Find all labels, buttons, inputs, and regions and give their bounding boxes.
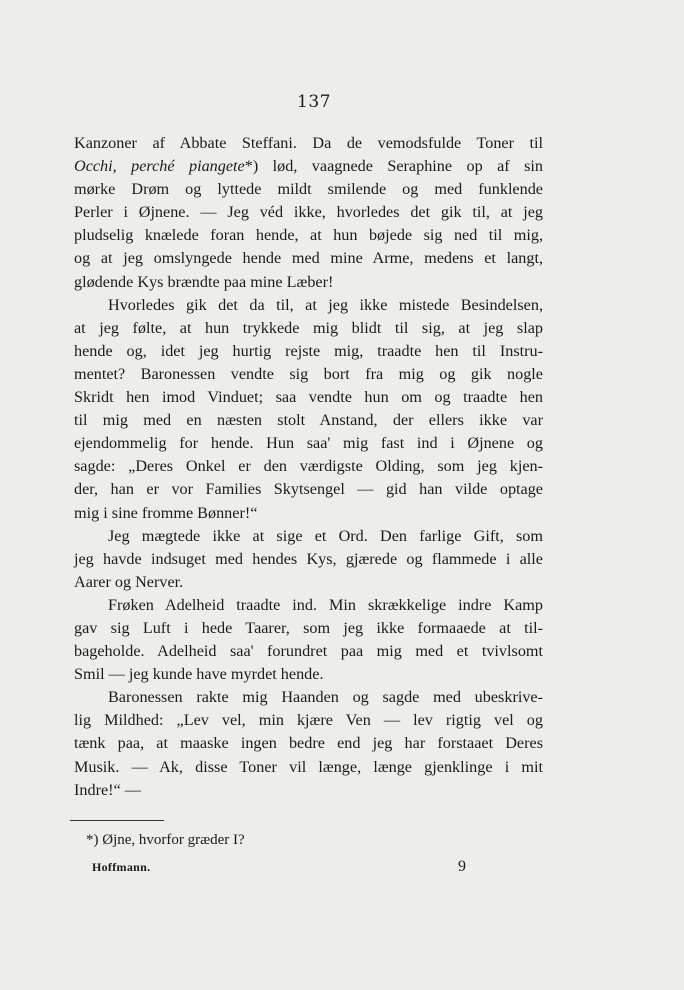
text-line: sagde: „Deres Onkel er den værdigste Olding, som jeg kjen- — [74, 457, 543, 476]
text-line: og at jeg omslyngede hende med mine Arme, medens et langt, — [74, 249, 543, 268]
text-line: pludselig knælede foran hende, at hun bøjede sig ned til mig, — [74, 226, 543, 245]
text-line: til mig med en næsten stolt Anstand, der ellers ikke var — [74, 411, 543, 430]
text-line: Frøken Adelheid traadte ind. Min skrækkelige indre Kamp — [108, 595, 543, 614]
text-line: mørke Drøm og lyttede mildt smilende og med funklende — [74, 180, 543, 199]
paragraph — [74, 525, 543, 594]
text-line: Occhi, perché piangete*) lød, vaagnede Seraphine op af sin — [74, 157, 543, 176]
text-line: jeg havde indsuget med hendes Kys, gjærede og flammede i alle — [74, 549, 543, 568]
text-line: mig i sine fromme Bønner!“ — [74, 503, 258, 522]
body-text — [74, 132, 543, 802]
text-line: mentet? Baronessen vendte sig bort fra mig og gik nogle — [74, 364, 543, 383]
italic-phrase: Occhi, perché piangete — [74, 157, 245, 176]
paragraph — [74, 686, 543, 801]
text-line: ejendommelig for hende. Hun saa' mig fast ind i Øjnene og — [74, 434, 543, 453]
text-line: Indre!“ — — [74, 780, 141, 799]
text-line: gav sig Luft i hede Taarer, som jeg ikke formaaede at til- — [74, 618, 543, 637]
footnote-divider — [70, 820, 164, 821]
text-line: der, han er vor Families Skytsengel — gid han vilde optage — [74, 480, 543, 499]
text-line: Hvorledes gik det da til, at jeg ikke mistede Besindelsen, — [108, 295, 543, 314]
signature-author: Hoffmann. — [92, 860, 151, 874]
text-line: hende og, idet jeg hurtig rejste mig, traadte hen til Instru- — [74, 341, 543, 360]
page-number: 137 — [297, 92, 331, 112]
text-line: Kanzoner af Abbate Steffani. Da de vemodsfulde Toner til — [74, 134, 543, 152]
text-line: Baronessen rakte mig Haanden og sagde med ubeskrive- — [108, 688, 543, 707]
text-line: Smil — jeg kunde have myrdet hende. — [74, 665, 324, 684]
paragraph — [74, 594, 543, 686]
text-line: tænk paa, at maaske ingen bedre end jeg har forstaaet Deres — [74, 734, 543, 753]
paragraph — [74, 132, 543, 294]
text-line: Skridt hen imod Vinduet; saa vendte hun om og traadte hen — [74, 388, 543, 407]
signature-sheet-number: 9 — [458, 858, 466, 875]
text-line: Aarer og Nerver. — [74, 572, 184, 591]
text-line: at jeg følte, at hun trykkede mig blidt til sig, at jeg slap — [74, 318, 543, 337]
text-line: Jeg mægtede ikke at sige et Ord. Den farlige Gift, som — [108, 526, 543, 545]
text-line: lig Mildhed: „Lev vel, min kjære Ven — lev rigtig vel og — [74, 711, 543, 730]
text-line: bageholde. Adelheid saa' forundret paa mig med et tvivlsomt — [74, 642, 543, 661]
footnote: *) Øjne, hvorfor græder I? — [86, 832, 245, 848]
text-line: glødende Kys brændte paa mine Læber! — [74, 272, 334, 291]
paragraph — [74, 294, 543, 525]
text-line: Perler i Øjnene. — Jeg véd ikke, hvorledes det gik til, at jeg — [74, 203, 543, 222]
text-line: Musik. — Ak, disse Toner vil længe, længe gjenklinge i mit — [74, 757, 543, 776]
